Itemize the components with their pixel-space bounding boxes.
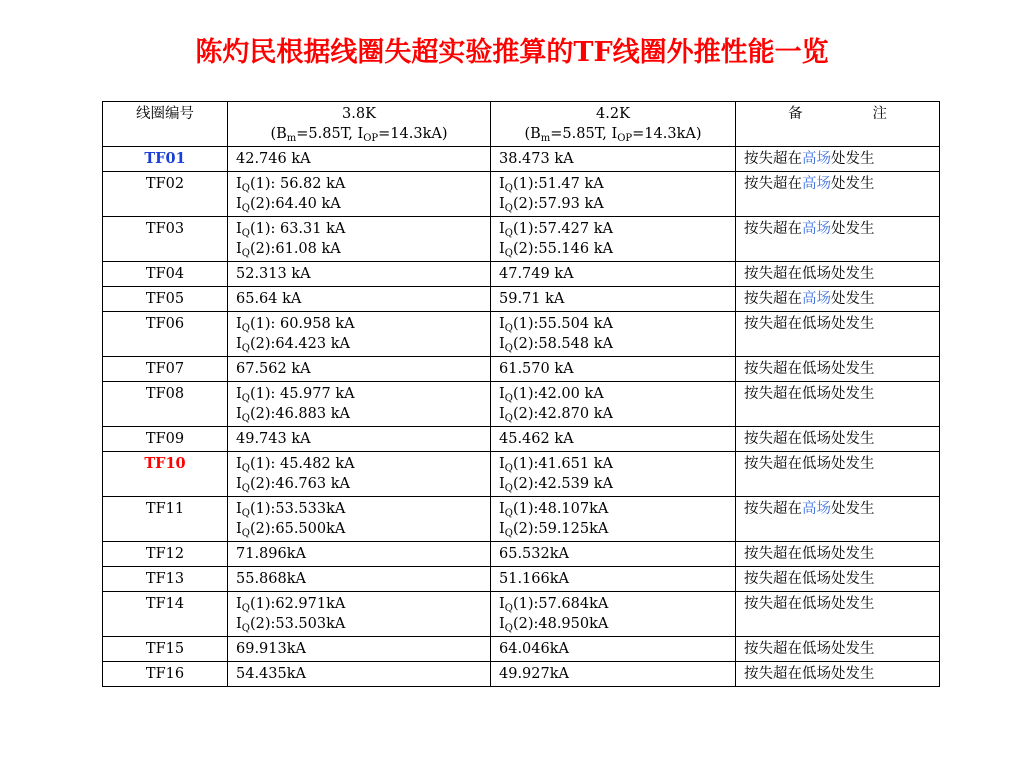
iq-value: $I_Q(1)$: 60.958 kA xyxy=(236,316,355,334)
coil-id: TF14 xyxy=(103,592,228,637)
iq-value: $I_Q(1):41.651$ kA xyxy=(499,456,613,474)
value-4-2k: 65.532kA xyxy=(491,542,736,567)
value-4-2k: 49.927kA xyxy=(491,662,736,687)
value-3-8k xyxy=(228,172,491,217)
remark: 按失超在低场处发生 xyxy=(736,262,940,287)
header-remarks: 备 注 xyxy=(736,102,940,147)
table-row xyxy=(103,287,940,312)
table-header-row xyxy=(103,102,940,147)
table-row xyxy=(103,312,940,357)
high-field-text: 高场 xyxy=(802,501,831,517)
header-3-8k-conditions: ($B_m=5.85T$, $I_{OP}=14.3kA$) xyxy=(270,126,448,144)
high-field-text: 高场 xyxy=(802,221,831,237)
header-3-8k-temp: 3.8K xyxy=(342,106,376,122)
value-4-2k xyxy=(491,382,736,427)
value-4-2k: 59.71 kA xyxy=(491,287,736,312)
coil-id: TF04 xyxy=(103,262,228,287)
header-coil-id: 线圈编号 xyxy=(103,102,228,147)
iq-value: $I_Q(1):48.107kA$ xyxy=(499,501,609,519)
iq-value: $I_Q(1):57.427$ kA xyxy=(499,221,613,239)
iq-value: $I_Q(2):58.548$ kA xyxy=(499,336,613,354)
tf-coil-table xyxy=(102,101,940,687)
table-row xyxy=(103,452,940,497)
remark: 按失超在低场处发生 xyxy=(736,312,940,357)
value-3-8k: 52.313 kA xyxy=(228,262,491,287)
value-3-8k xyxy=(228,217,491,262)
value-3-8k: 49.743 kA xyxy=(228,427,491,452)
header-4-2k-temp: 4.2K xyxy=(596,106,630,122)
coil-id: TF12 xyxy=(103,542,228,567)
coil-id: TF02 xyxy=(103,172,228,217)
coil-id: TF01 xyxy=(103,147,228,172)
remark: 按失超在低场处发生 xyxy=(736,452,940,497)
value-4-2k: 61.570 kA xyxy=(491,357,736,382)
remark: 按失超在低场处发生 xyxy=(736,357,940,382)
value-4-2k xyxy=(491,312,736,357)
header-3-8k xyxy=(228,102,491,147)
coil-id: TF13 xyxy=(103,567,228,592)
value-3-8k: 71.896kA xyxy=(228,542,491,567)
table-row xyxy=(103,262,940,287)
header-4-2k-conditions: ($B_m=5.85T$, $I_{OP}=14.3kA$) xyxy=(524,126,702,144)
coil-id: TF16 xyxy=(103,662,228,687)
iq-value: $I_Q(2):65.500kA$ xyxy=(236,521,346,539)
iq-value: $I_Q(1):51.47$ kA xyxy=(499,176,604,194)
table-row xyxy=(103,427,940,452)
remark: 按失超在低场处发生 xyxy=(736,382,940,427)
remark: 按失超在高场处发生 xyxy=(736,497,940,542)
iq-value: $I_Q(1):53.533kA$ xyxy=(236,501,346,519)
value-4-2k xyxy=(491,452,736,497)
remark: 按失超在高场处发生 xyxy=(736,172,940,217)
coil-id: TF07 xyxy=(103,357,228,382)
value-3-8k: 42.746 kA xyxy=(228,147,491,172)
coil-id: TF10 xyxy=(103,452,228,497)
iq-value: $I_Q(1)$: 45.482 kA xyxy=(236,456,355,474)
iq-value: $I_Q(1):42.00$ kA xyxy=(499,386,604,404)
iq-value: $I_Q(2):53.503kA$ xyxy=(236,616,346,634)
value-4-2k xyxy=(491,217,736,262)
table-row xyxy=(103,497,940,542)
coil-id: TF08 xyxy=(103,382,228,427)
value-3-8k: 67.562 kA xyxy=(228,357,491,382)
iq-value: $I_Q(2):42.870$ kA xyxy=(499,406,613,424)
value-3-8k xyxy=(228,592,491,637)
iq-value: $I_Q(2):42.539$ kA xyxy=(499,476,613,494)
iq-value: $I_Q(2):57.93$ kA xyxy=(499,196,604,214)
iq-value: $I_Q(1):55.504$ kA xyxy=(499,316,613,334)
value-3-8k xyxy=(228,452,491,497)
value-3-8k: 69.913kA xyxy=(228,637,491,662)
iq-value: $I_Q(1):57.684kA$ xyxy=(499,596,609,614)
high-field-text: 高场 xyxy=(802,151,831,167)
value-4-2k: 45.462 kA xyxy=(491,427,736,452)
remark: 按失超在低场处发生 xyxy=(736,637,940,662)
remark: 按失超在高场处发生 xyxy=(736,217,940,262)
table-row xyxy=(103,357,940,382)
high-field-text: 高场 xyxy=(802,291,831,307)
header-4-2k xyxy=(491,102,736,147)
table-row xyxy=(103,382,940,427)
iq-value: $I_Q(1)$: 63.31 kA xyxy=(236,221,346,239)
value-3-8k xyxy=(228,312,491,357)
iq-value: $I_Q(1)$: 45.977 kA xyxy=(236,386,355,404)
iq-value: $I_Q(1):62.971kA$ xyxy=(236,596,346,614)
iq-value: $I_Q(2):46.883$ kA xyxy=(236,406,350,424)
value-4-2k xyxy=(491,172,736,217)
iq-value: $I_Q(2):55.146$ kA xyxy=(499,241,613,259)
iq-value: $I_Q(2):48.950kA$ xyxy=(499,616,609,634)
value-3-8k: 55.868kA xyxy=(228,567,491,592)
table-row xyxy=(103,172,940,217)
value-3-8k: 65.64 kA xyxy=(228,287,491,312)
value-3-8k xyxy=(228,382,491,427)
value-4-2k xyxy=(491,592,736,637)
remark: 按失超在低场处发生 xyxy=(736,662,940,687)
slide-title: 陈灼民根据线圈失超实验推算的TF线圈外推性能一览 xyxy=(195,37,829,68)
iq-value: $I_Q(2):64.40$ kA xyxy=(236,196,341,214)
coil-id: TF09 xyxy=(103,427,228,452)
remark: 按失超在低场处发生 xyxy=(736,567,940,592)
iq-value: $I_Q(2):61.08$ kA xyxy=(236,241,341,259)
table-row xyxy=(103,662,940,687)
value-4-2k xyxy=(491,497,736,542)
table-row xyxy=(103,542,940,567)
table-row xyxy=(103,592,940,637)
value-4-2k: 38.473 kA xyxy=(491,147,736,172)
value-4-2k: 51.166kA xyxy=(491,567,736,592)
value-4-2k: 47.749 kA xyxy=(491,262,736,287)
iq-value: $I_Q(2):46.763$ kA xyxy=(236,476,350,494)
remark: 按失超在高场处发生 xyxy=(736,287,940,312)
high-field-text: 高场 xyxy=(802,176,831,192)
coil-id: TF06 xyxy=(103,312,228,357)
table-row xyxy=(103,637,940,662)
iq-value: $I_Q(1)$: 56.82 kA xyxy=(236,176,346,194)
value-3-8k: 54.435kA xyxy=(228,662,491,687)
coil-id: TF15 xyxy=(103,637,228,662)
coil-id: TF11 xyxy=(103,497,228,542)
coil-id: TF05 xyxy=(103,287,228,312)
table-row xyxy=(103,147,940,172)
value-3-8k xyxy=(228,497,491,542)
iq-value: $I_Q(2):64.423$ kA xyxy=(236,336,350,354)
remark: 按失超在低场处发生 xyxy=(736,592,940,637)
value-4-2k: 64.046kA xyxy=(491,637,736,662)
table-row xyxy=(103,567,940,592)
remark: 按失超在低场处发生 xyxy=(736,542,940,567)
iq-value: $I_Q(2):59.125kA$ xyxy=(499,521,609,539)
remark: 按失超在低场处发生 xyxy=(736,427,940,452)
coil-id: TF03 xyxy=(103,217,228,262)
table-row xyxy=(103,217,940,262)
remark: 按失超在高场处发生 xyxy=(736,147,940,172)
